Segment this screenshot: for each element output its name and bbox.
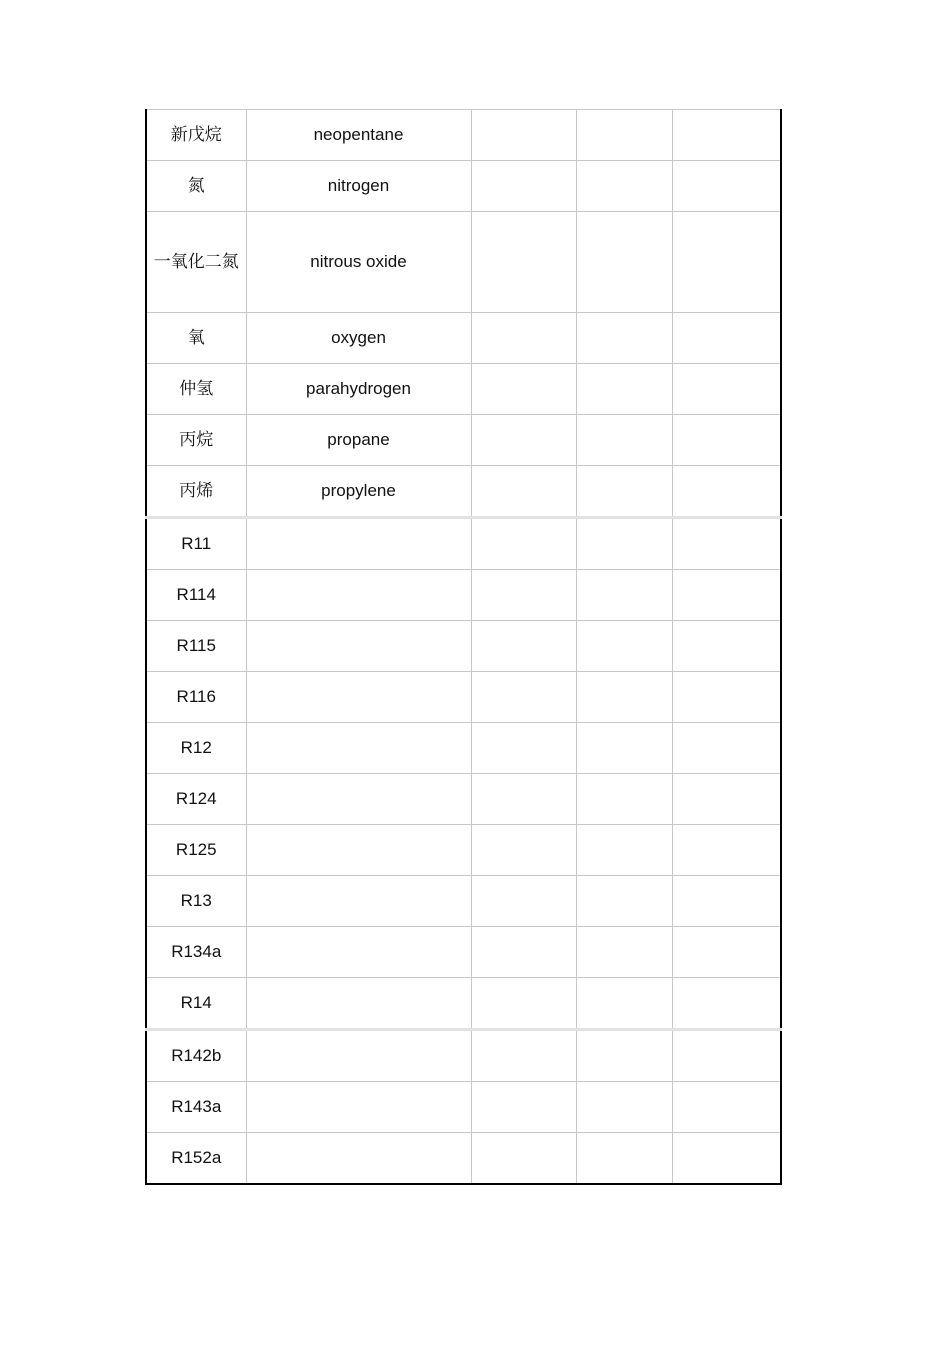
chinese-name-cell: 丙烷 [146, 415, 246, 466]
refrigerant-code-cell: R152a [146, 1133, 246, 1185]
empty-cell [246, 570, 471, 621]
refrigerant-code-cell: R12 [146, 723, 246, 774]
fluid-name-table [145, 109, 782, 1185]
empty-cell [576, 212, 672, 313]
empty-cell [672, 723, 781, 774]
empty-cell [471, 723, 576, 774]
table-row [146, 466, 781, 518]
empty-cell [471, 466, 576, 518]
empty-cell [471, 518, 576, 570]
empty-cell [576, 1133, 672, 1185]
chinese-name-cell: 氮 [146, 161, 246, 212]
english-name-cell: propylene [246, 466, 471, 518]
empty-cell [246, 723, 471, 774]
refrigerant-code-cell: R115 [146, 621, 246, 672]
empty-cell [672, 161, 781, 212]
empty-cell [672, 364, 781, 415]
empty-cell [576, 978, 672, 1030]
table-row [146, 927, 781, 978]
refrigerant-code-cell: R14 [146, 978, 246, 1030]
empty-cell [672, 876, 781, 927]
refrigerant-code-cell: R143a [146, 1082, 246, 1133]
empty-cell [576, 313, 672, 364]
empty-cell [576, 927, 672, 978]
table-row [146, 825, 781, 876]
empty-cell [576, 110, 672, 161]
empty-cell [672, 825, 781, 876]
empty-cell [576, 876, 672, 927]
table-row [146, 415, 781, 466]
english-name-cell: oxygen [246, 313, 471, 364]
table-row [146, 774, 781, 825]
chinese-name-cell: 丙烯 [146, 466, 246, 518]
table-row [146, 110, 781, 161]
table-row [146, 518, 781, 570]
refrigerant-code-cell: R114 [146, 570, 246, 621]
empty-cell [471, 161, 576, 212]
empty-cell [576, 415, 672, 466]
table-row [146, 1030, 781, 1082]
empty-cell [672, 621, 781, 672]
empty-cell [672, 313, 781, 364]
empty-cell [246, 927, 471, 978]
empty-cell [576, 723, 672, 774]
empty-cell [471, 1133, 576, 1185]
refrigerant-code-cell: R11 [146, 518, 246, 570]
empty-cell [576, 161, 672, 212]
empty-cell [672, 518, 781, 570]
table-row [146, 621, 781, 672]
empty-cell [672, 927, 781, 978]
empty-cell [471, 1082, 576, 1133]
empty-cell [672, 978, 781, 1030]
table-row [146, 570, 781, 621]
empty-cell [246, 518, 471, 570]
empty-cell [246, 774, 471, 825]
table-row [146, 212, 781, 313]
empty-cell [672, 1082, 781, 1133]
refrigerant-code-cell: R142b [146, 1030, 246, 1082]
empty-cell [471, 825, 576, 876]
refrigerant-code-cell: R116 [146, 672, 246, 723]
chinese-name-cell: 氧 [146, 313, 246, 364]
refrigerant-code-cell: R13 [146, 876, 246, 927]
empty-cell [576, 672, 672, 723]
table-row [146, 161, 781, 212]
refrigerant-code-cell: R124 [146, 774, 246, 825]
empty-cell [246, 978, 471, 1030]
table-row [146, 978, 781, 1030]
empty-cell [471, 774, 576, 825]
empty-cell [576, 1082, 672, 1133]
empty-cell [471, 415, 576, 466]
empty-cell [471, 110, 576, 161]
english-name-cell: propane [246, 415, 471, 466]
table-row [146, 672, 781, 723]
chinese-name-cell: 新戊烷 [146, 110, 246, 161]
empty-cell [576, 518, 672, 570]
empty-cell [672, 1030, 781, 1082]
empty-cell [471, 364, 576, 415]
empty-cell [246, 876, 471, 927]
empty-cell [576, 1030, 672, 1082]
empty-cell [576, 570, 672, 621]
empty-cell [246, 1030, 471, 1082]
english-name-cell: parahydrogen [246, 364, 471, 415]
empty-cell [471, 570, 576, 621]
empty-cell [672, 570, 781, 621]
empty-cell [471, 212, 576, 313]
empty-cell [471, 1030, 576, 1082]
empty-cell [246, 672, 471, 723]
empty-cell [672, 774, 781, 825]
empty-cell [672, 415, 781, 466]
english-name-cell: nitrous oxide [246, 212, 471, 313]
empty-cell [246, 825, 471, 876]
english-name-cell: neopentane [246, 110, 471, 161]
table-row [146, 723, 781, 774]
empty-cell [576, 466, 672, 518]
empty-cell [576, 825, 672, 876]
empty-cell [672, 1133, 781, 1185]
empty-cell [246, 621, 471, 672]
refrigerant-code-cell: R134a [146, 927, 246, 978]
english-name-cell: nitrogen [246, 161, 471, 212]
empty-cell [576, 621, 672, 672]
empty-cell [672, 212, 781, 313]
refrigerant-code-cell: R125 [146, 825, 246, 876]
empty-cell [471, 978, 576, 1030]
empty-cell [471, 672, 576, 723]
table-row [146, 313, 781, 364]
empty-cell [672, 672, 781, 723]
empty-cell [246, 1133, 471, 1185]
empty-cell [246, 1082, 471, 1133]
table-row [146, 1133, 781, 1185]
empty-cell [576, 364, 672, 415]
empty-cell [471, 876, 576, 927]
table-row [146, 876, 781, 927]
table-row [146, 1082, 781, 1133]
chinese-name-cell: 仲氢 [146, 364, 246, 415]
table-row [146, 364, 781, 415]
empty-cell [471, 313, 576, 364]
empty-cell [672, 466, 781, 518]
empty-cell [471, 621, 576, 672]
chinese-name-cell: 一氧化二氮 [146, 212, 246, 313]
empty-cell [576, 774, 672, 825]
empty-cell [471, 927, 576, 978]
empty-cell [672, 110, 781, 161]
